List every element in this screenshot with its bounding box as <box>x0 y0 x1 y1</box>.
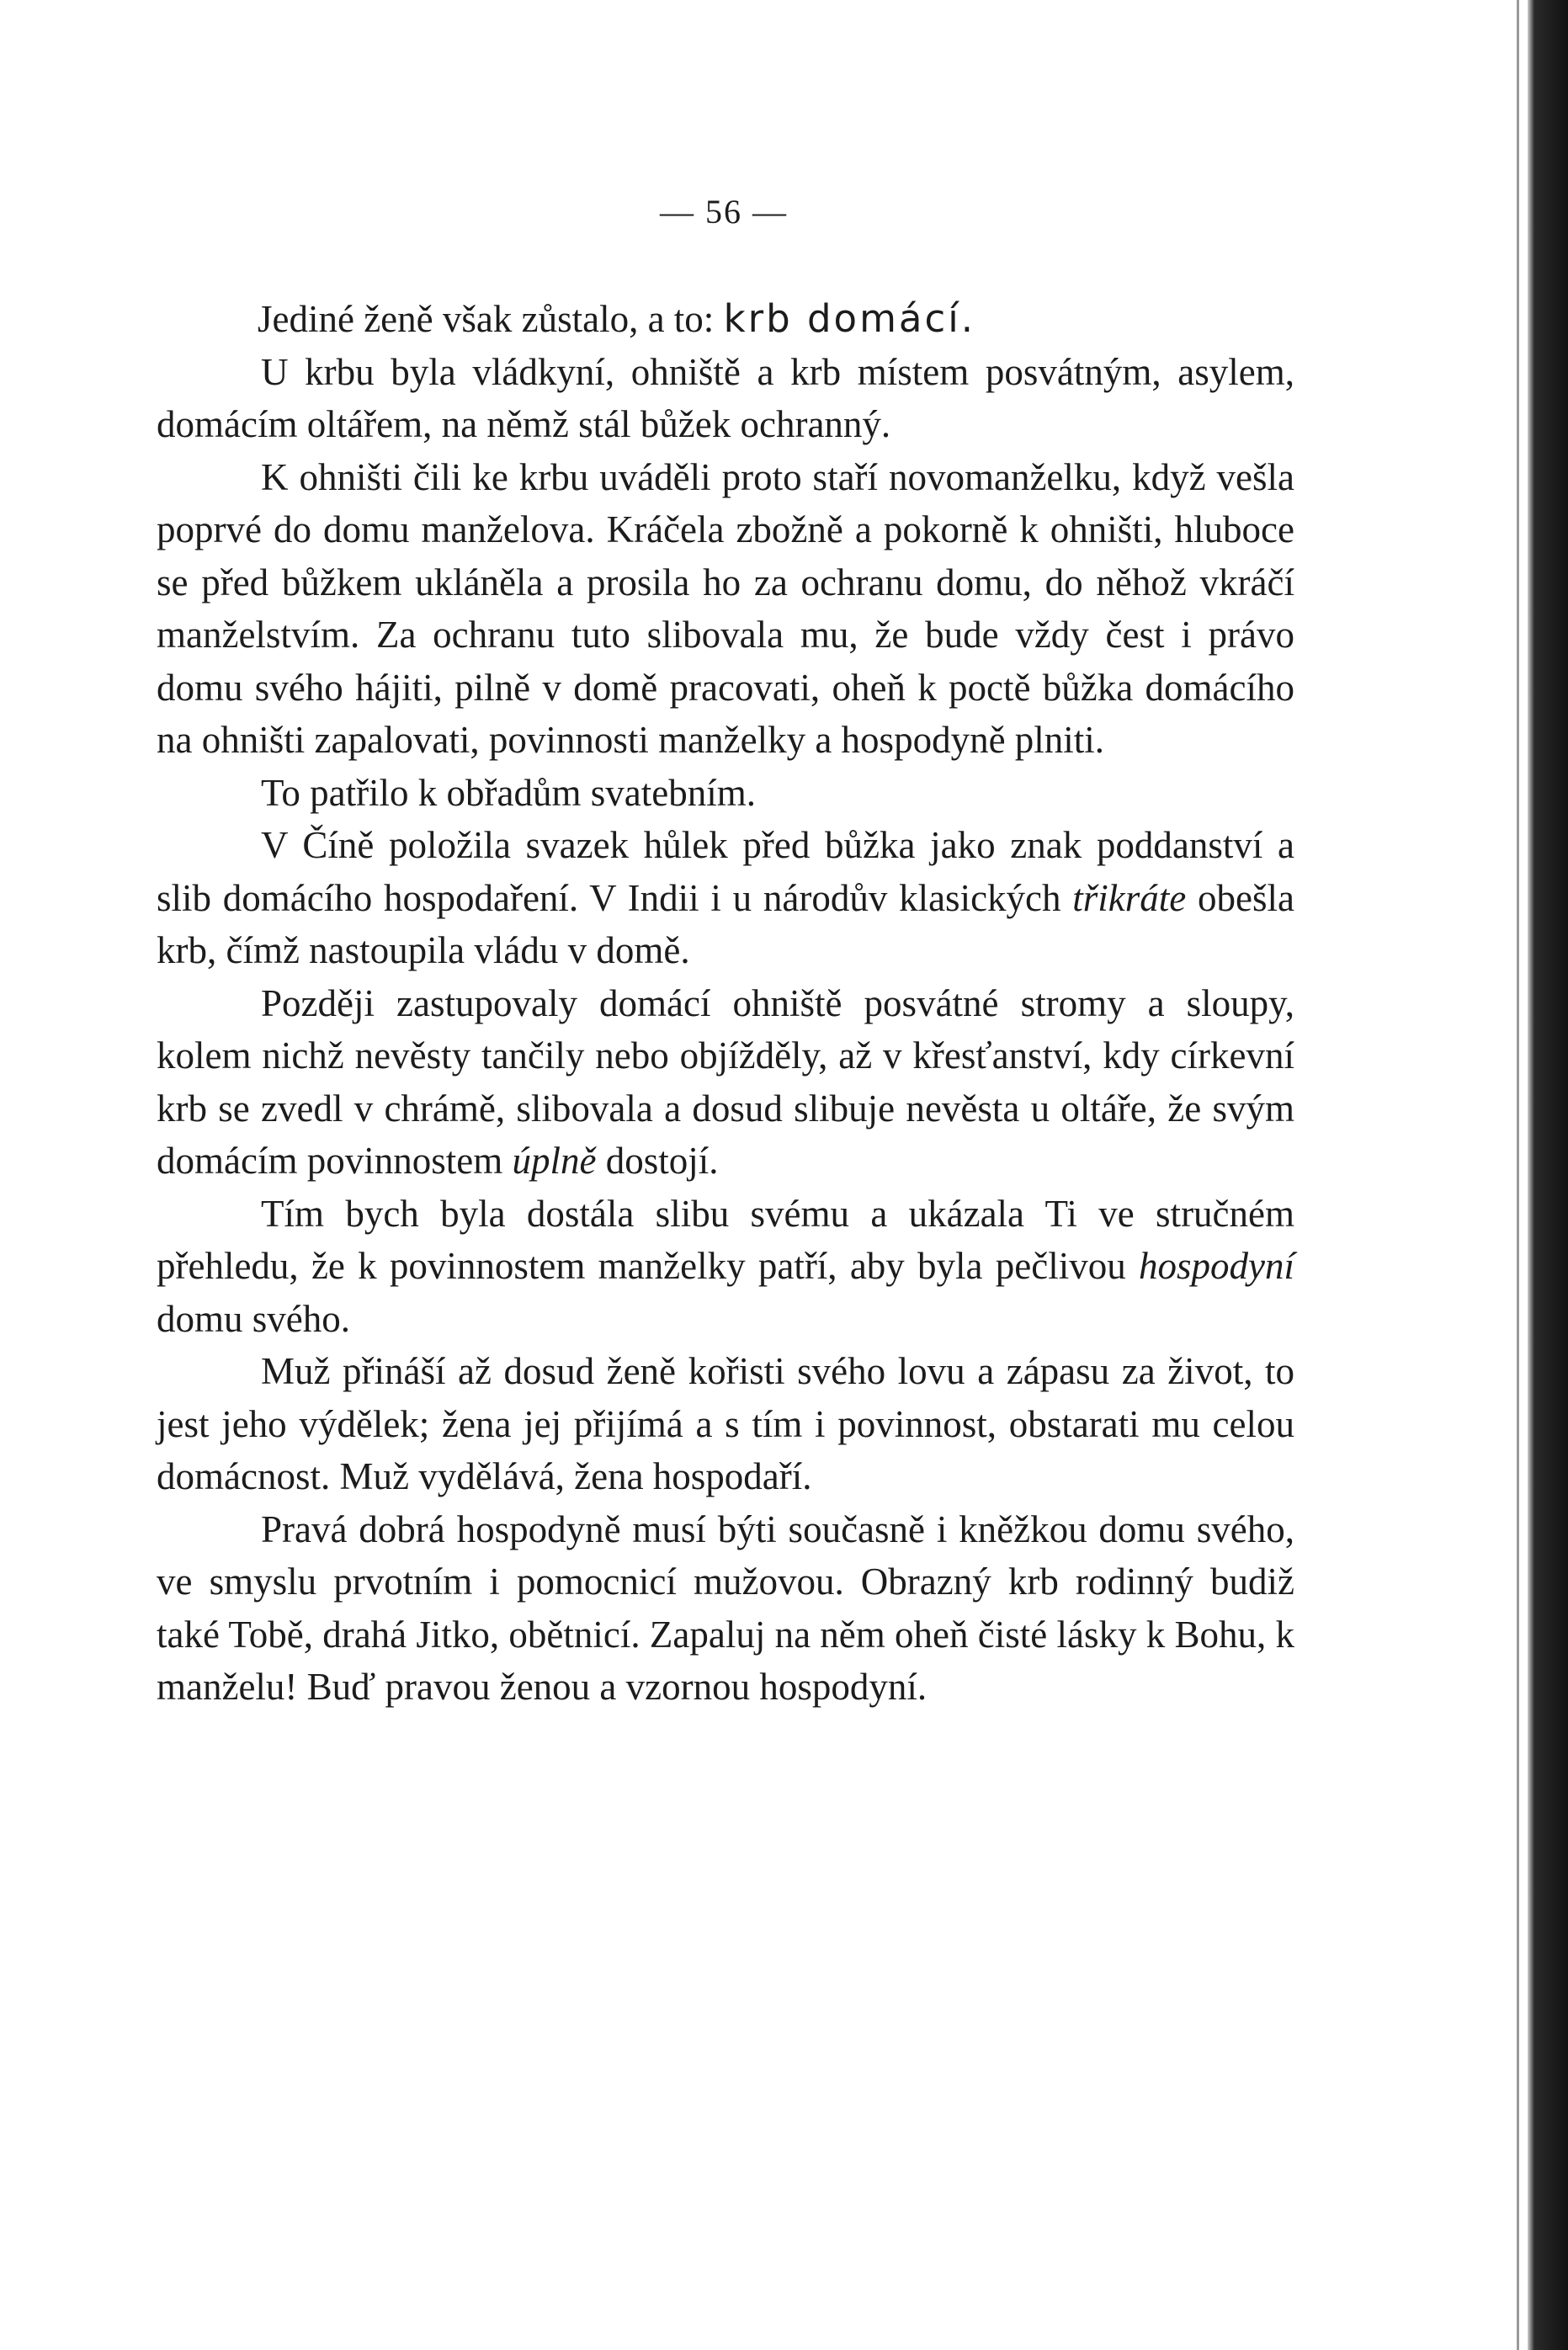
paragraph-9: Pravá dobrá hospodyně musí býti současně i kněžkou domu svého, ve smyslu prvotním i pomocnicí mužovou. Obrazný krb rodinný budiž také Tobě, drahá Jitko, obětnicí. Zapaluj na něm oheň čisté lásky k Bohu, k manželu! Buď pravou ženou a vzornou hospodyní. <box>157 1507 1294 1708</box>
paragraph-5-end: obešla krb, čímž nastoupila vládu v domě. <box>157 876 1294 971</box>
paragraph-1-text: Jediné ženě však zůstalo, a to: <box>258 298 724 340</box>
scan-shadow-line <box>1517 0 1519 2350</box>
paragraph-7 <box>157 1188 1294 1346</box>
paragraph-7-text: Tím bych byla dostála slibu svému a ukázala Ti ve stručném přehledu, že k povinnostem manželky patří, aby byla pečlivou <box>157 1192 1294 1287</box>
paragraph-2: U krbu byla vládkyní, ohniště a krb místem posvátným, asylem, domácím oltářem, na němž stál bůžek ochranný. <box>157 350 1294 445</box>
paragraph-7-emphasis: hospodyní <box>1139 1245 1294 1287</box>
scan-edge <box>1528 0 1568 2350</box>
paragraph-1-emphasis: krb domácí. <box>723 296 976 341</box>
paragraph-7-end: domu svého. <box>157 1297 350 1340</box>
page-number: — 56 — <box>660 193 788 231</box>
paragraph-4: To patřilo k obřadům svatebním. <box>261 771 756 814</box>
paragraph-5-emphasis: třikráte <box>1072 876 1187 919</box>
paragraph-5 <box>157 819 1294 977</box>
paragraph-6 <box>157 977 1294 1188</box>
paragraph-6-text: Později zastupovaly domácí ohniště posvátné stromy a sloupy, kolem nichž nevěsty tančily nebo objížděly, až v křesťanství, kdy církevní krb se zvedl v chrámě, slibovala a dosud slibuje nevěsta u oltáře, že svým domácím povinnostem <box>157 981 1294 1182</box>
paragraph-3: K ohništi čili ke krbu uváděli proto staří novomanželku, když vešla poprvé do domu manželova. Kráčela zbožně a pokorně k ohništi, hluboce se před bůžkem ukláněla a prosila ho za ochranu domu, do něhož vkráčí manželstvím. Za ochranu tuto slibovala mu, že bude vždy čest i právo domu svého hájiti, pilně v domě pracovati, oheň k poctě bůžka domácího na ohništi zapalovati, povinnosti manželky a hospodyně plniti. <box>157 455 1294 761</box>
paragraph-8: Muž přináší až dosud ženě kořisti svého lovu a zápasu za život, to jest jeho výdělek; žena jej přijímá a s tím i povinnost, obstarati mu celou domácnost. Muž vydělává, žena hospodaří. <box>157 1350 1294 1497</box>
paragraph-6-emphasis: úplně <box>512 1140 597 1182</box>
paragraph-1 <box>157 293 1294 346</box>
paragraph-5-text: V Číně položila svazek hůlek před bůžka jako znak poddanství a slib domácího hospodaření. V Indii i u národův klasických <box>157 824 1294 919</box>
body-text <box>157 293 1294 1714</box>
paragraph-6-end: dostojí. <box>596 1140 719 1182</box>
